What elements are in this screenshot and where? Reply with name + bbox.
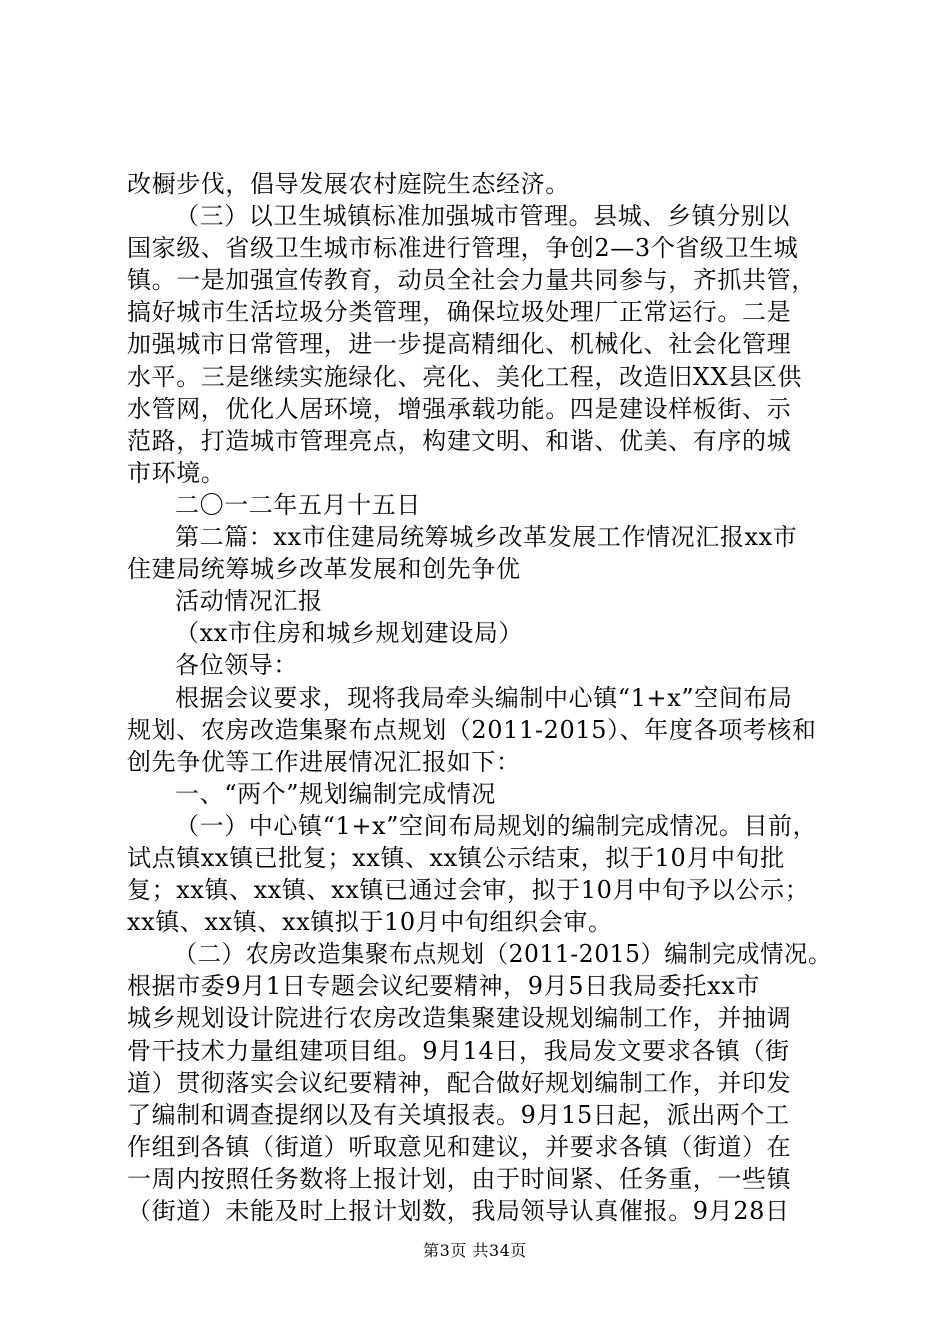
text-line: （三）以卫生城镇标准加强城市管理。县城、乡镇分别以	[175, 202, 790, 231]
subsection-heading: 一、“两个”规划编制完成情况	[175, 779, 496, 808]
text-line: 规划、农房改造集聚布点规划（2011-2015）、年度各项考核和	[127, 715, 817, 744]
text-line: 搞好城市生活垃圾分类管理，确保垃圾处理厂正常运行。二是	[127, 298, 792, 327]
text-line: 水平。三是继续实施绿化、亮化、美化工程，改造旧XX县区供	[127, 362, 802, 391]
text-line: 作组到各镇（街道）听取意见和建议，并要求各镇（街道）在	[127, 1132, 792, 1161]
text-line: 一周内按照任务数将上报计划，由于时间紧、任务重，一些镇	[127, 1164, 792, 1193]
text-line: （一）中心镇“1+x”空间布局规划的编制完成情况。目前，	[175, 811, 818, 840]
text-line: 复；xx镇、xx镇、xx镇已通过会审，拟于10月中旬予以公示；	[127, 876, 810, 905]
text-line: 住建局统筹城乡改革发展和创先争优	[127, 555, 521, 584]
text-line: 创先争优等工作进展情况汇报如下：	[127, 747, 521, 776]
text-line: 试点镇xx镇已批复；xx镇、xx镇公示结束，拟于10月中旬批	[127, 843, 785, 872]
text-line: 城乡规划设计院进行农房改造集聚建设规划编制工作，并抽调	[127, 1004, 792, 1033]
document-body	[127, 168, 832, 1227]
text-line: （街道）未能及时上报计划数，我局领导认真催报。9月28日	[127, 1197, 790, 1225]
text-line: 了编制和调查提纲以及有关填报表。9月15日起，派出两个工	[127, 1100, 790, 1129]
text-line: 镇。一是加强宣传教育，动员全社会力量共同参与，齐抓共管，	[127, 266, 816, 295]
text-line: 根据市委9月1日专题会议纪要精神，9月5日我局委托xx市	[127, 972, 760, 1001]
text-line: 骨干技术力量组建项目组。9月14日，我局发文要求各镇（街	[127, 1036, 790, 1065]
text-line: 范路，打造城市管理亮点，构建文明、和谐、优美、有序的城	[127, 426, 792, 455]
text-line: 国家级、省级卫生城市标准进行管理，争创2—3个省级卫生城	[127, 234, 799, 263]
text-line: 道）贯彻落实会议纪要精神，配合做好规划编制工作，并印发	[127, 1068, 792, 1097]
text-line: 市环境。	[127, 458, 226, 487]
date-line: 二〇一二年五月十五日	[175, 490, 421, 519]
text-line: 根据会议要求，现将我局牵头编制中心镇“1+x”空间布局	[175, 683, 793, 712]
text-line: 水管网，优化人居环境，增强承载功能。四是建设样板街、示	[127, 394, 792, 423]
salutation: 各位领导：	[175, 651, 298, 680]
text-line: （二）农房改造集聚布点规划（2011-2015）编制完成情况。	[173, 940, 832, 969]
text-line: xx镇、xx镇、xx镇拟于10月中旬组织会审。	[127, 908, 613, 937]
text-line: （xx市住房和城乡规划建设局）	[175, 619, 524, 648]
text-line: 活动情况汇报	[175, 587, 323, 616]
text-line: 加强城市日常管理，进一步提高精细化、机械化、社会化管理	[127, 330, 792, 359]
text-line: 改橱步伐，倡导发展农村庭院生态经济。	[127, 170, 570, 198]
section-heading: 第二篇：xx市住建局统筹城乡改革发展工作情况汇报xx市	[175, 523, 798, 552]
page-number-footer: 第3页 共34页	[423, 1241, 527, 1260]
